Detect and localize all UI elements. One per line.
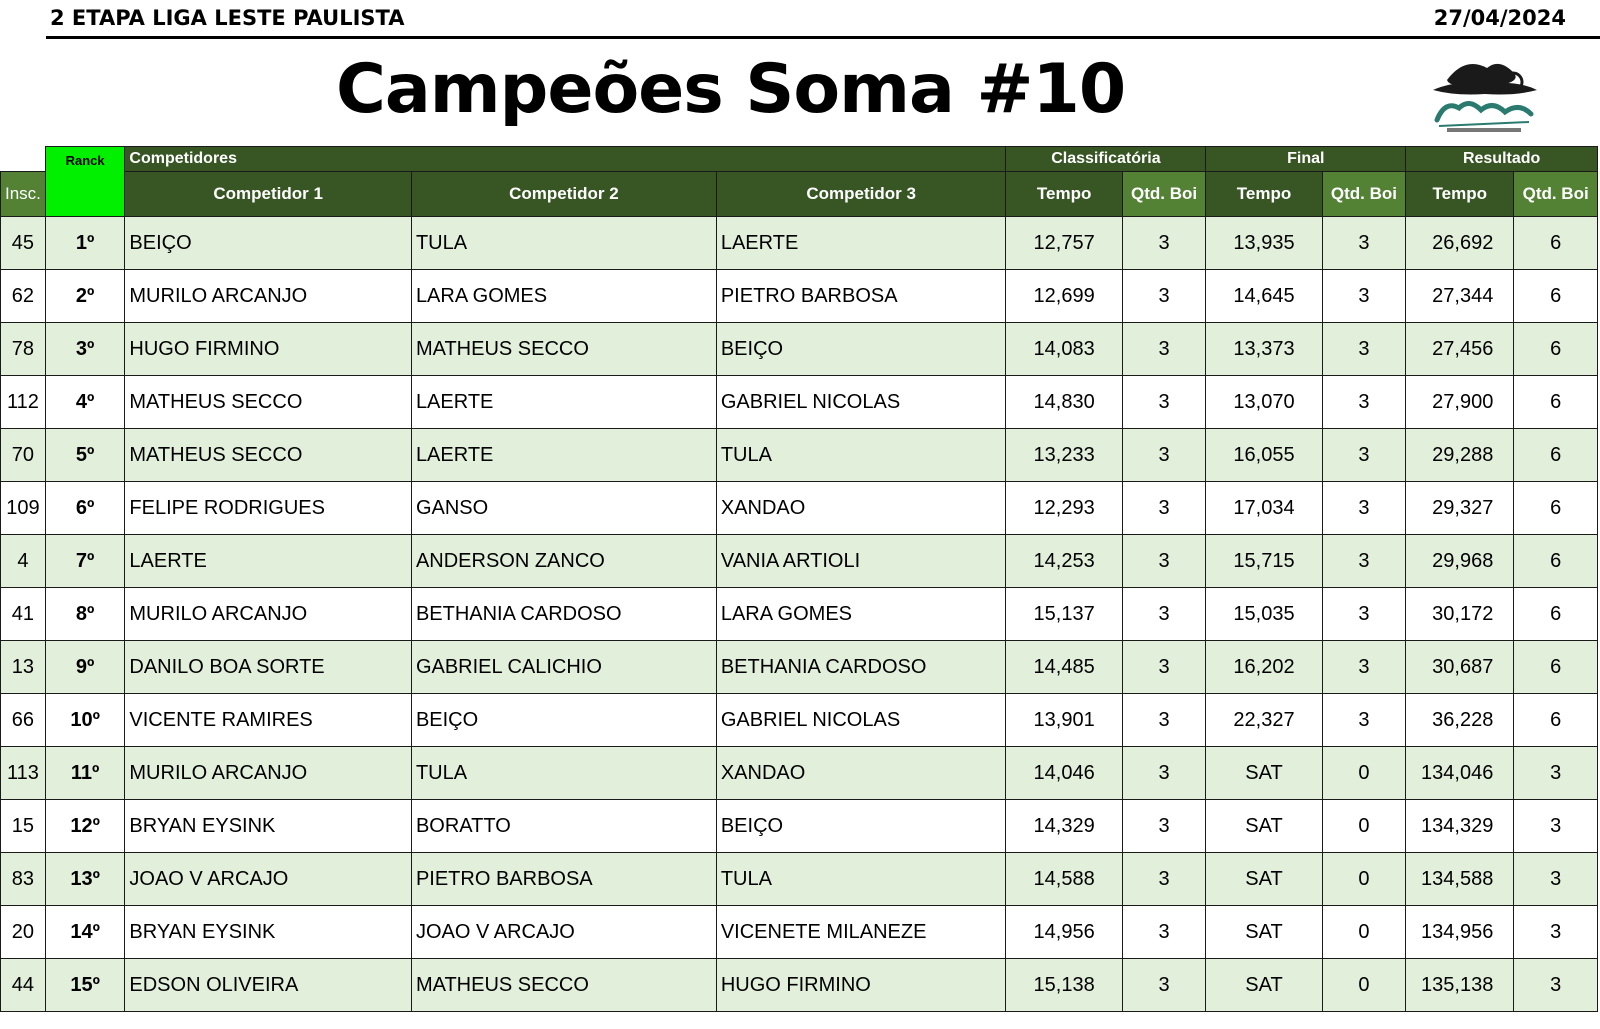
table-row bbox=[1, 959, 1598, 1012]
competidor-3-cell: XANDAO bbox=[716, 747, 1006, 800]
class-boi-cell: 3 bbox=[1122, 482, 1206, 535]
competidor-3-cell: BETHANIA CARDOSO bbox=[716, 641, 1006, 694]
rank-cell: 5º bbox=[45, 429, 125, 482]
res-tempo-cell: 27,344 bbox=[1406, 270, 1514, 323]
class-boi-cell: 3 bbox=[1122, 429, 1206, 482]
final-boi-cell: 0 bbox=[1322, 800, 1406, 853]
competidor-2-cell: BEIÇO bbox=[411, 694, 716, 747]
final-tempo-cell: 16,202 bbox=[1206, 641, 1322, 694]
res-tempo-cell: 36,228 bbox=[1406, 694, 1514, 747]
rank-cell: 8º bbox=[45, 588, 125, 641]
rank-cell: 13º bbox=[45, 853, 125, 906]
table-row bbox=[1, 429, 1598, 482]
insc-cell: 13 bbox=[1, 641, 46, 694]
competidor-2-cell: TULA bbox=[411, 217, 716, 270]
res-tempo-cell: 29,288 bbox=[1406, 429, 1514, 482]
table-row bbox=[1, 323, 1598, 376]
class-boi-cell: 3 bbox=[1122, 800, 1206, 853]
competidor-1-cell: BRYAN EYSINK bbox=[125, 906, 412, 959]
res-tempo-cell: 134,956 bbox=[1406, 906, 1514, 959]
table-row bbox=[1, 747, 1598, 800]
col-final-tempo: Tempo bbox=[1206, 172, 1322, 217]
final-boi-cell: 0 bbox=[1322, 853, 1406, 906]
res-boi-cell: 3 bbox=[1514, 906, 1598, 959]
insc-cell: 44 bbox=[1, 959, 46, 1012]
final-tempo-cell: 13,373 bbox=[1206, 323, 1322, 376]
competidor-2-cell: LARA GOMES bbox=[411, 270, 716, 323]
insc-cell: 83 bbox=[1, 853, 46, 906]
final-boi-cell: 3 bbox=[1322, 482, 1406, 535]
class-boi-cell: 3 bbox=[1122, 323, 1206, 376]
class-boi-cell: 3 bbox=[1122, 694, 1206, 747]
res-boi-cell: 6 bbox=[1514, 588, 1598, 641]
class-boi-cell: 3 bbox=[1122, 641, 1206, 694]
competidor-2-cell: LAERTE bbox=[411, 376, 716, 429]
res-tempo-cell: 134,329 bbox=[1406, 800, 1514, 853]
competidor-2-cell: PIETRO BARBOSA bbox=[411, 853, 716, 906]
table-row bbox=[1, 800, 1598, 853]
class-boi-cell: 3 bbox=[1122, 270, 1206, 323]
res-tempo-cell: 134,588 bbox=[1406, 853, 1514, 906]
insc-cell: 62 bbox=[1, 270, 46, 323]
event-date: 27/04/2024 bbox=[1433, 6, 1566, 30]
col-insc: Insc. bbox=[1, 172, 46, 217]
final-tempo-cell: SAT bbox=[1206, 747, 1322, 800]
competidor-3-cell: XANDAO bbox=[716, 482, 1006, 535]
rank-cell: 15º bbox=[45, 959, 125, 1012]
competidor-3-cell: GABRIEL NICOLAS bbox=[716, 694, 1006, 747]
res-tempo-cell: 135,138 bbox=[1406, 959, 1514, 1012]
rank-cell: 12º bbox=[45, 800, 125, 853]
rank-cell: 3º bbox=[45, 323, 125, 376]
col-competidor-1: Competidor 1 bbox=[125, 172, 412, 217]
table-row bbox=[1, 270, 1598, 323]
competidor-2-cell: ANDERSON ZANCO bbox=[411, 535, 716, 588]
competidor-1-cell: MATHEUS SECCO bbox=[125, 376, 412, 429]
competidor-1-cell: EDSON OLIVEIRA bbox=[125, 959, 412, 1012]
competidor-2-cell: MATHEUS SECCO bbox=[411, 323, 716, 376]
rank-cell: 2º bbox=[45, 270, 125, 323]
competidor-1-cell: MURILO ARCANJO bbox=[125, 270, 412, 323]
res-boi-cell: 3 bbox=[1514, 959, 1598, 1012]
insc-cell: 78 bbox=[1, 323, 46, 376]
final-tempo-cell: 15,035 bbox=[1206, 588, 1322, 641]
final-tempo-cell: 22,327 bbox=[1206, 694, 1322, 747]
final-boi-cell: 0 bbox=[1322, 959, 1406, 1012]
insc-cell: 41 bbox=[1, 588, 46, 641]
final-boi-cell: 3 bbox=[1322, 588, 1406, 641]
insc-cell: 4 bbox=[1, 535, 46, 588]
res-tempo-cell: 27,900 bbox=[1406, 376, 1514, 429]
rank-cell: 14º bbox=[45, 906, 125, 959]
res-boi-cell: 3 bbox=[1514, 800, 1598, 853]
competidor-3-cell: VANIA ARTIOLI bbox=[716, 535, 1006, 588]
final-boi-cell: 3 bbox=[1322, 376, 1406, 429]
competidor-3-cell: TULA bbox=[716, 853, 1006, 906]
competidor-1-cell: BRYAN EYSINK bbox=[125, 800, 412, 853]
class-boi-cell: 3 bbox=[1122, 535, 1206, 588]
class-tempo-cell: 14,830 bbox=[1006, 376, 1122, 429]
event-name: 2 ETAPA LIGA LESTE PAULISTA bbox=[50, 6, 405, 30]
competidor-1-cell: VICENTE RAMIRES bbox=[125, 694, 412, 747]
competidor-2-cell: BORATTO bbox=[411, 800, 716, 853]
table-row bbox=[1, 482, 1598, 535]
competidor-3-cell: LAERTE bbox=[716, 217, 1006, 270]
insc-cell: 20 bbox=[1, 906, 46, 959]
res-boi-cell: 6 bbox=[1514, 217, 1598, 270]
rank-cell: 10º bbox=[45, 694, 125, 747]
results-table bbox=[0, 146, 1598, 1012]
class-boi-cell: 3 bbox=[1122, 376, 1206, 429]
results-body bbox=[1, 217, 1598, 1012]
rank-cell: 11º bbox=[45, 747, 125, 800]
insc-cell: 66 bbox=[1, 694, 46, 747]
col-class-boi: Qtd. Boi bbox=[1122, 172, 1206, 217]
res-boi-cell: 6 bbox=[1514, 694, 1598, 747]
table-row bbox=[1, 694, 1598, 747]
res-tempo-cell: 27,456 bbox=[1406, 323, 1514, 376]
group-final: Final bbox=[1206, 147, 1406, 172]
class-tempo-cell: 12,293 bbox=[1006, 482, 1122, 535]
table-row bbox=[1, 588, 1598, 641]
res-boi-cell: 6 bbox=[1514, 270, 1598, 323]
competidor-3-cell: LARA GOMES bbox=[716, 588, 1006, 641]
rank-cell: 9º bbox=[45, 641, 125, 694]
col-res-tempo: Tempo bbox=[1406, 172, 1514, 217]
res-tempo-cell: 30,687 bbox=[1406, 641, 1514, 694]
competidor-2-cell: TULA bbox=[411, 747, 716, 800]
rank-cell: 7º bbox=[45, 535, 125, 588]
competidor-3-cell: BEIÇO bbox=[716, 800, 1006, 853]
group-competidores: Competidores bbox=[125, 147, 1006, 172]
col-competidor-3: Competidor 3 bbox=[716, 172, 1006, 217]
insc-cell: 113 bbox=[1, 747, 46, 800]
page-title: Campeões Soma #10 bbox=[336, 50, 1126, 129]
class-tempo-cell: 13,233 bbox=[1006, 429, 1122, 482]
final-boi-cell: 0 bbox=[1322, 747, 1406, 800]
competidor-1-cell: MURILO ARCANJO bbox=[125, 588, 412, 641]
final-tempo-cell: 16,055 bbox=[1206, 429, 1322, 482]
class-tempo-cell: 12,757 bbox=[1006, 217, 1122, 270]
class-tempo-cell: 14,253 bbox=[1006, 535, 1122, 588]
table-row bbox=[1, 906, 1598, 959]
table-row bbox=[1, 376, 1598, 429]
final-boi-cell: 3 bbox=[1322, 641, 1406, 694]
res-tempo-cell: 26,692 bbox=[1406, 217, 1514, 270]
final-boi-cell: 3 bbox=[1322, 217, 1406, 270]
res-boi-cell: 6 bbox=[1514, 535, 1598, 588]
final-boi-cell: 3 bbox=[1322, 429, 1406, 482]
final-boi-cell: 3 bbox=[1322, 694, 1406, 747]
competidor-1-cell: BEIÇO bbox=[125, 217, 412, 270]
final-tempo-cell: 13,070 bbox=[1206, 376, 1322, 429]
final-boi-cell: 0 bbox=[1322, 906, 1406, 959]
competidor-2-cell: LAERTE bbox=[411, 429, 716, 482]
res-tempo-cell: 29,327 bbox=[1406, 482, 1514, 535]
col-final-boi: Qtd. Boi bbox=[1322, 172, 1406, 217]
insc-cell: 15 bbox=[1, 800, 46, 853]
class-tempo-cell: 13,901 bbox=[1006, 694, 1122, 747]
res-tempo-cell: 29,968 bbox=[1406, 535, 1514, 588]
res-boi-cell: 6 bbox=[1514, 323, 1598, 376]
competidor-1-cell: MATHEUS SECCO bbox=[125, 429, 412, 482]
competidor-1-cell: FELIPE RODRIGUES bbox=[125, 482, 412, 535]
group-classificatoria: Classificatória bbox=[1006, 147, 1206, 172]
cowboy-hat-logo-icon bbox=[1425, 50, 1545, 138]
class-tempo-cell: 14,046 bbox=[1006, 747, 1122, 800]
res-boi-cell: 3 bbox=[1514, 747, 1598, 800]
competidor-3-cell: VICENETE MILANEZE bbox=[716, 906, 1006, 959]
table-row bbox=[1, 641, 1598, 694]
final-boi-cell: 3 bbox=[1322, 535, 1406, 588]
rank-cell: 6º bbox=[45, 482, 125, 535]
final-tempo-cell: SAT bbox=[1206, 906, 1322, 959]
class-boi-cell: 3 bbox=[1122, 906, 1206, 959]
rank-cell: 4º bbox=[45, 376, 125, 429]
competidor-3-cell: GABRIEL NICOLAS bbox=[716, 376, 1006, 429]
competidor-2-cell: BETHANIA CARDOSO bbox=[411, 588, 716, 641]
col-res-boi: Qtd. Boi bbox=[1514, 172, 1598, 217]
res-boi-cell: 6 bbox=[1514, 482, 1598, 535]
final-tempo-cell: SAT bbox=[1206, 800, 1322, 853]
ranck-header: Ranck bbox=[45, 147, 125, 217]
competidor-1-cell: MURILO ARCANJO bbox=[125, 747, 412, 800]
final-boi-cell: 3 bbox=[1322, 270, 1406, 323]
col-competidor-2: Competidor 2 bbox=[411, 172, 716, 217]
group-resultado: Resultado bbox=[1406, 147, 1598, 172]
final-tempo-cell: 13,935 bbox=[1206, 217, 1322, 270]
class-tempo-cell: 14,956 bbox=[1006, 906, 1122, 959]
final-tempo-cell: SAT bbox=[1206, 853, 1322, 906]
final-tempo-cell: SAT bbox=[1206, 959, 1322, 1012]
competidor-3-cell: HUGO FIRMINO bbox=[716, 959, 1006, 1012]
res-boi-cell: 3 bbox=[1514, 853, 1598, 906]
res-boi-cell: 6 bbox=[1514, 429, 1598, 482]
insc-cell: 112 bbox=[1, 376, 46, 429]
res-boi-cell: 6 bbox=[1514, 376, 1598, 429]
class-tempo-cell: 14,329 bbox=[1006, 800, 1122, 853]
table-row bbox=[1, 535, 1598, 588]
competidor-1-cell: DANILO BOA SORTE bbox=[125, 641, 412, 694]
competidor-2-cell: GANSO bbox=[411, 482, 716, 535]
competidor-2-cell: JOAO V ARCAJO bbox=[411, 906, 716, 959]
insc-cell: 45 bbox=[1, 217, 46, 270]
final-boi-cell: 3 bbox=[1322, 323, 1406, 376]
class-boi-cell: 3 bbox=[1122, 959, 1206, 1012]
final-tempo-cell: 15,715 bbox=[1206, 535, 1322, 588]
class-boi-cell: 3 bbox=[1122, 588, 1206, 641]
class-tempo-cell: 14,485 bbox=[1006, 641, 1122, 694]
competidor-1-cell: LAERTE bbox=[125, 535, 412, 588]
table-row bbox=[1, 853, 1598, 906]
insc-cell: 109 bbox=[1, 482, 46, 535]
table-row bbox=[1, 217, 1598, 270]
class-tempo-cell: 15,138 bbox=[1006, 959, 1122, 1012]
class-boi-cell: 3 bbox=[1122, 853, 1206, 906]
class-tempo-cell: 12,699 bbox=[1006, 270, 1122, 323]
insc-cell: 70 bbox=[1, 429, 46, 482]
competidor-1-cell: JOAO V ARCAJO bbox=[125, 853, 412, 906]
competidor-3-cell: PIETRO BARBOSA bbox=[716, 270, 1006, 323]
header-bar bbox=[46, 0, 1600, 39]
final-tempo-cell: 14,645 bbox=[1206, 270, 1322, 323]
competidor-2-cell: GABRIEL CALICHIO bbox=[411, 641, 716, 694]
res-tempo-cell: 134,046 bbox=[1406, 747, 1514, 800]
class-tempo-cell: 15,137 bbox=[1006, 588, 1122, 641]
class-tempo-cell: 14,083 bbox=[1006, 323, 1122, 376]
competidor-3-cell: BEIÇO bbox=[716, 323, 1006, 376]
final-tempo-cell: 17,034 bbox=[1206, 482, 1322, 535]
class-boi-cell: 3 bbox=[1122, 217, 1206, 270]
res-tempo-cell: 30,172 bbox=[1406, 588, 1514, 641]
class-tempo-cell: 14,588 bbox=[1006, 853, 1122, 906]
res-boi-cell: 6 bbox=[1514, 641, 1598, 694]
competidor-3-cell: TULA bbox=[716, 429, 1006, 482]
competidor-2-cell: MATHEUS SECCO bbox=[411, 959, 716, 1012]
rank-cell: 1º bbox=[45, 217, 125, 270]
col-class-tempo: Tempo bbox=[1006, 172, 1122, 217]
competidor-1-cell: HUGO FIRMINO bbox=[125, 323, 412, 376]
class-boi-cell: 3 bbox=[1122, 747, 1206, 800]
